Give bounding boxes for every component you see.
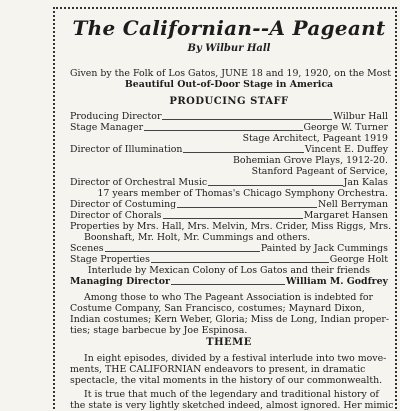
intro-line-2: Beautiful Out-of-Door Stage in America	[124, 79, 334, 90]
staff-value: Painted by Jack Cummings	[260, 243, 388, 254]
staff-label: Stage Properties	[70, 254, 150, 265]
staff-value: Vincent E. Duffey	[304, 144, 388, 155]
staff-row	[70, 254, 388, 265]
staff-row	[70, 199, 388, 210]
staff-value: Jan Kalas	[343, 177, 388, 188]
staff-row	[70, 144, 388, 155]
theme-line-5: the state is very lightly sketched indeed, almost ignored. Her mimic	[70, 400, 394, 411]
staff-row	[70, 122, 388, 133]
properties-line-1: Properties by Mrs. Hall, Mrs. Melvin, Mrs. Crider, Miss Riggs, Mrs.	[70, 221, 392, 232]
staff-row	[70, 243, 388, 254]
staff-label: Producing Director	[70, 111, 162, 122]
intro-line-1: Given by the Folk of Los Gatos, JUNE 18 and 19, 1920, on the Most	[70, 68, 392, 79]
theme-line-1: In eight episodes, divided by a festival interlude into two move-	[84, 353, 387, 364]
byline: By Wilbur Hall	[187, 43, 271, 54]
thanks-line-2: Costume Company, San Francisco, costumes; Maynard Dixon,	[70, 303, 365, 314]
staff-row	[70, 177, 388, 188]
staff-label: Director of Costuming	[70, 199, 177, 210]
properties-line-2: Boonshaft, Mr. Holt, Mr. Cummings and others.	[84, 232, 311, 243]
staff-label: Director of Chorals	[70, 210, 162, 221]
staff-row	[70, 111, 388, 122]
managing-director-row	[70, 276, 388, 287]
thanks-line-4: ties; stage barbecue by Joe Espinosa.	[70, 325, 248, 336]
staff-label: Director of Illumination	[70, 144, 183, 155]
staff-note: Stage Architect, Pageant 1919	[242, 133, 388, 144]
thanks-line-1: Among those to who The Pageant Association is indebted for	[84, 292, 373, 303]
staff-value: George Holt	[329, 254, 388, 265]
staff-label: Director of Orchestral Music	[70, 177, 208, 188]
thanks-line-3: Indian costumes; Kern Weber, Gloria; Miss de Long, Indian proper-	[70, 314, 390, 325]
staff-value: Nell Berryman	[318, 199, 388, 210]
staff-label: Stage Manager	[70, 122, 144, 133]
theme-line-4: It is true that much of the legendary and traditional history of	[84, 389, 379, 400]
staff-note: Stanford Pageant of Service,	[251, 166, 388, 177]
staff-value: George W. Turner	[303, 122, 388, 133]
staff-heading: PRODUCING STAFF	[169, 96, 289, 107]
staff-value: William M. Godfrey	[286, 276, 388, 287]
staff-value: Margaret Hansen	[303, 210, 388, 221]
staff-note: 17 years member of Thomas's Chicago Symphony Orchestra.	[97, 188, 388, 199]
theme-line-2: ments, THE CALIFORNIAN endeavors to present, in dramatic	[70, 364, 366, 375]
theme-line-3: spectacle, the vital moments in the history of our commonwealth.	[70, 375, 383, 386]
staff-note: Bohemian Grove Plays, 1912-20.	[233, 155, 388, 166]
page-title: The Californian--A Pageant	[72, 16, 386, 40]
staff-label: Managing Director	[70, 276, 170, 287]
theme-heading: THEME	[206, 337, 252, 348]
interlude-line: Interlude by Mexican Colony of Los Gatos and their friends	[87, 265, 371, 276]
staff-value: Wilbur Hall	[333, 111, 388, 122]
staff-row	[70, 210, 388, 221]
staff-label: Scenes	[70, 243, 104, 254]
